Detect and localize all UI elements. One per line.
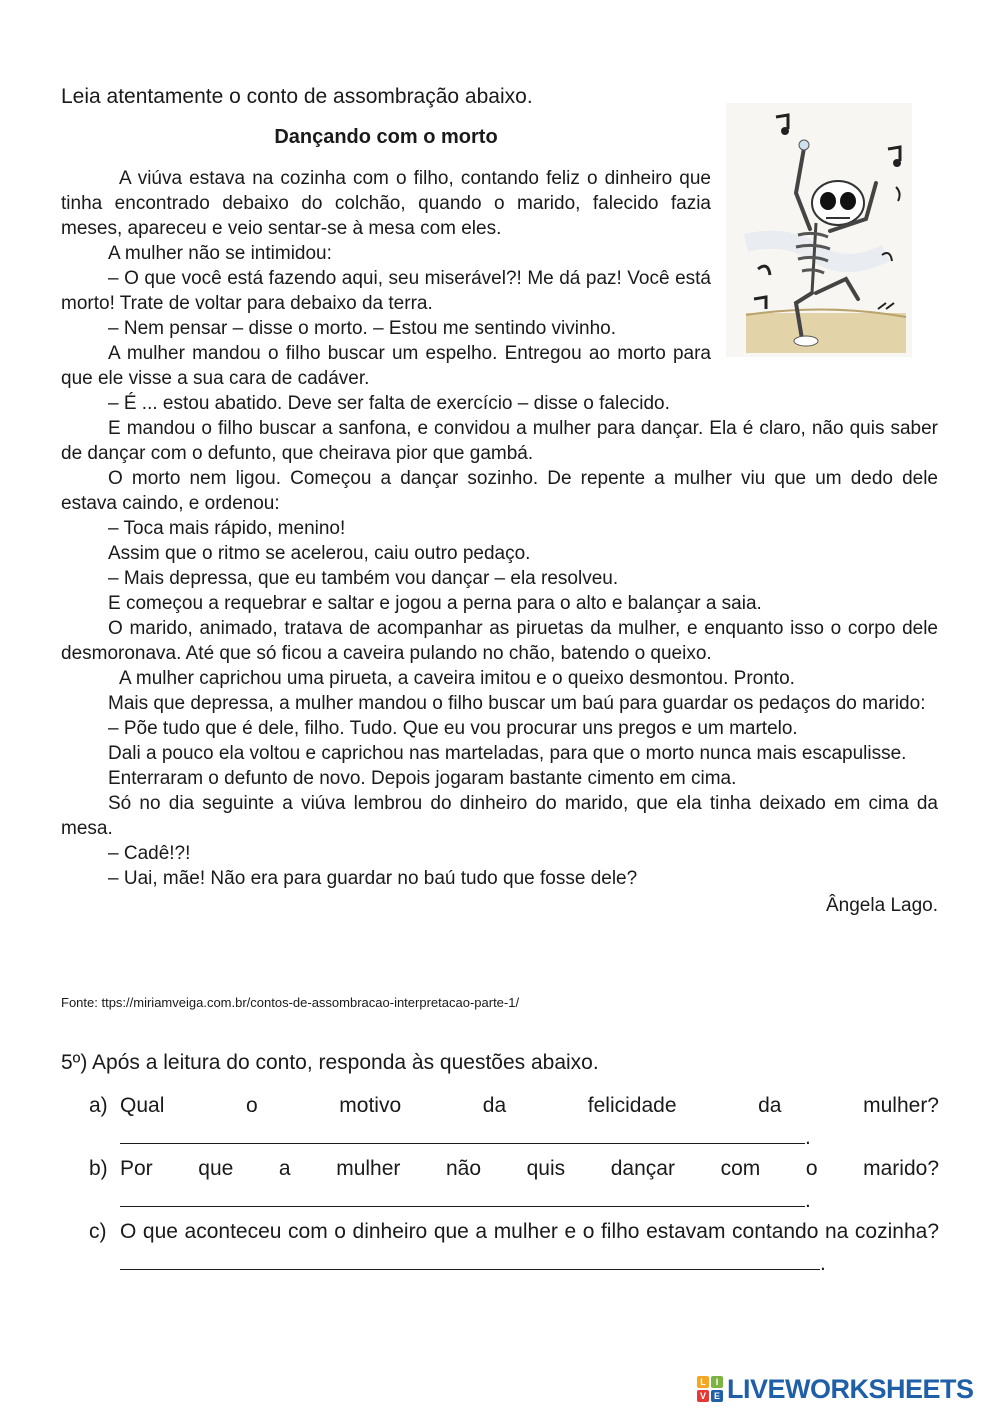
story-paragraph: – Cadê!?! [108, 843, 191, 864]
logo-text: LIVEWORKSHEETS [727, 1373, 974, 1404]
story-paragraph: – O que você está fazendo aqui, seu miserável?! Me dá paz! Você está morto! Trate de voltar para debaixo da terra. [61, 268, 711, 314]
story-paragraph: Enterraram o defunto de novo. Depois jogaram bastante cimento em cima. [108, 768, 737, 789]
story-paragraph: – Uai, mãe! Não era para guardar no baú tudo que fosse dele? [108, 868, 638, 889]
logo-mark-letter: L [697, 1376, 709, 1388]
answer-line-end: . [805, 1189, 811, 1212]
story-paragraph: O morto nem ligou. Começou a dançar sozinho. De repente a mulher viu que um dedo dele estava caindo, e ordenou: [61, 468, 938, 514]
answer-marker: c) [89, 1220, 107, 1243]
story-paragraph: – Toca mais rápido, menino! [108, 518, 346, 539]
answer-marker: a) [89, 1094, 108, 1117]
answer-line-c[interactable] [120, 1247, 820, 1270]
story-paragraph: Assim que o ritmo se acelerou, caiu outro pedaço. [108, 543, 531, 564]
story-paragraph: A mulher mandou o filho buscar um espelho. Entregou ao morto para que ele visse a sua cara de cadáver. [61, 343, 711, 389]
logo-mark-letter: I [711, 1376, 723, 1388]
answer-question-text: O que aconteceu com o dinheiro que a mulher e o filho estavam contando na cozinha? [120, 1220, 939, 1243]
story-paragraph: Dali a pouco ela voltou e caprichou nas marteladas, para que o morto nunca mais escapulisse. [108, 743, 907, 764]
story-paragraph: O marido, animado, tratava de acompanhar as piruetas da mulher, e enquanto isso o corpo dele desmoronava. Até que só ficou a caveira pulando no chão, batendo o queixo. [61, 618, 938, 664]
story-paragraph: – Mais depressa, que eu também vou dançar – ela resolveu. [108, 568, 619, 589]
answer-item-a [89, 1090, 939, 1153]
story-paragraph: A mulher não se intimidou: [108, 243, 332, 264]
story-title: Dançando com o morto [274, 126, 498, 148]
logo-mark-letter: V [697, 1390, 709, 1402]
story-paragraph: – É ... estou abatido. Deve ser falta de exercício – disse o falecido. [108, 393, 670, 414]
source-citation: Fonte: ttps://miriamveiga.com.br/contos-de-assombracao-interpretacao-parte-1/ [61, 995, 520, 1010]
story-paragraph: A mulher caprichou uma pirueta, a caveira imitou e o queixo desmontou. Pronto. [119, 668, 795, 689]
answer-line-b[interactable] [120, 1184, 805, 1207]
answer-question-text: Por que a mulher não quis dançar com o marido? [120, 1157, 939, 1180]
answer-marker: b) [89, 1157, 108, 1180]
answer-line-a[interactable] [120, 1121, 805, 1144]
answer-question-text: Qual o motivo da felicidade da mulher? [120, 1094, 939, 1117]
logo-mark-icon [697, 1376, 723, 1402]
story-paragraph: Mais que depressa, a mulher mandou o filho buscar um baú para guardar os pedaços do marido: [108, 693, 926, 714]
answer-item-c [89, 1216, 939, 1279]
answer-list [89, 1090, 939, 1279]
story-paragraph: E começou a requebrar e saltar e jogou a perna para o alto e balançar a saia. [108, 593, 762, 614]
story-paragraph: – Nem pensar – disse o morto. – Estou me sentindo vivinho. [108, 318, 616, 339]
answer-line-end: . [820, 1252, 826, 1275]
intro-instruction: Leia atentamente o conto de assombração abaixo. [61, 85, 533, 108]
story-paragraph: – Põe tudo que é dele, filho. Tudo. Que eu vou procurar uns pregos e um martelo. [108, 718, 798, 739]
answer-item-b [89, 1153, 939, 1216]
story-paragraph: E mandou o filho buscar a sanfona, e convidou a mulher para dançar. Ela é claro, não quis saber de dançar com o defunto, que cheirava pior que gambá. [61, 418, 938, 464]
story-paragraph: Só no dia seguinte a viúva lembrou do dinheiro do marido, que ela tinha deixado em cima da mesa. [61, 793, 938, 839]
story-text [61, 166, 938, 918]
story-paragraph: A viúva estava na cozinha com o filho, contando feliz o dinheiro que tinha encontrado debaixo do colchão, quando o marido, falecido fazia meses, apareceu e veio sentar-se à mesa com eles. [61, 168, 711, 239]
answer-line-end: . [805, 1126, 811, 1149]
logo-mark-letter: E [711, 1390, 723, 1402]
liveworksheets-logo [697, 1372, 974, 1406]
question-heading: 5º) Após a leitura do conto, responda às questões abaixo. [61, 1051, 599, 1074]
story-author: Ângela Lago. [826, 895, 938, 916]
